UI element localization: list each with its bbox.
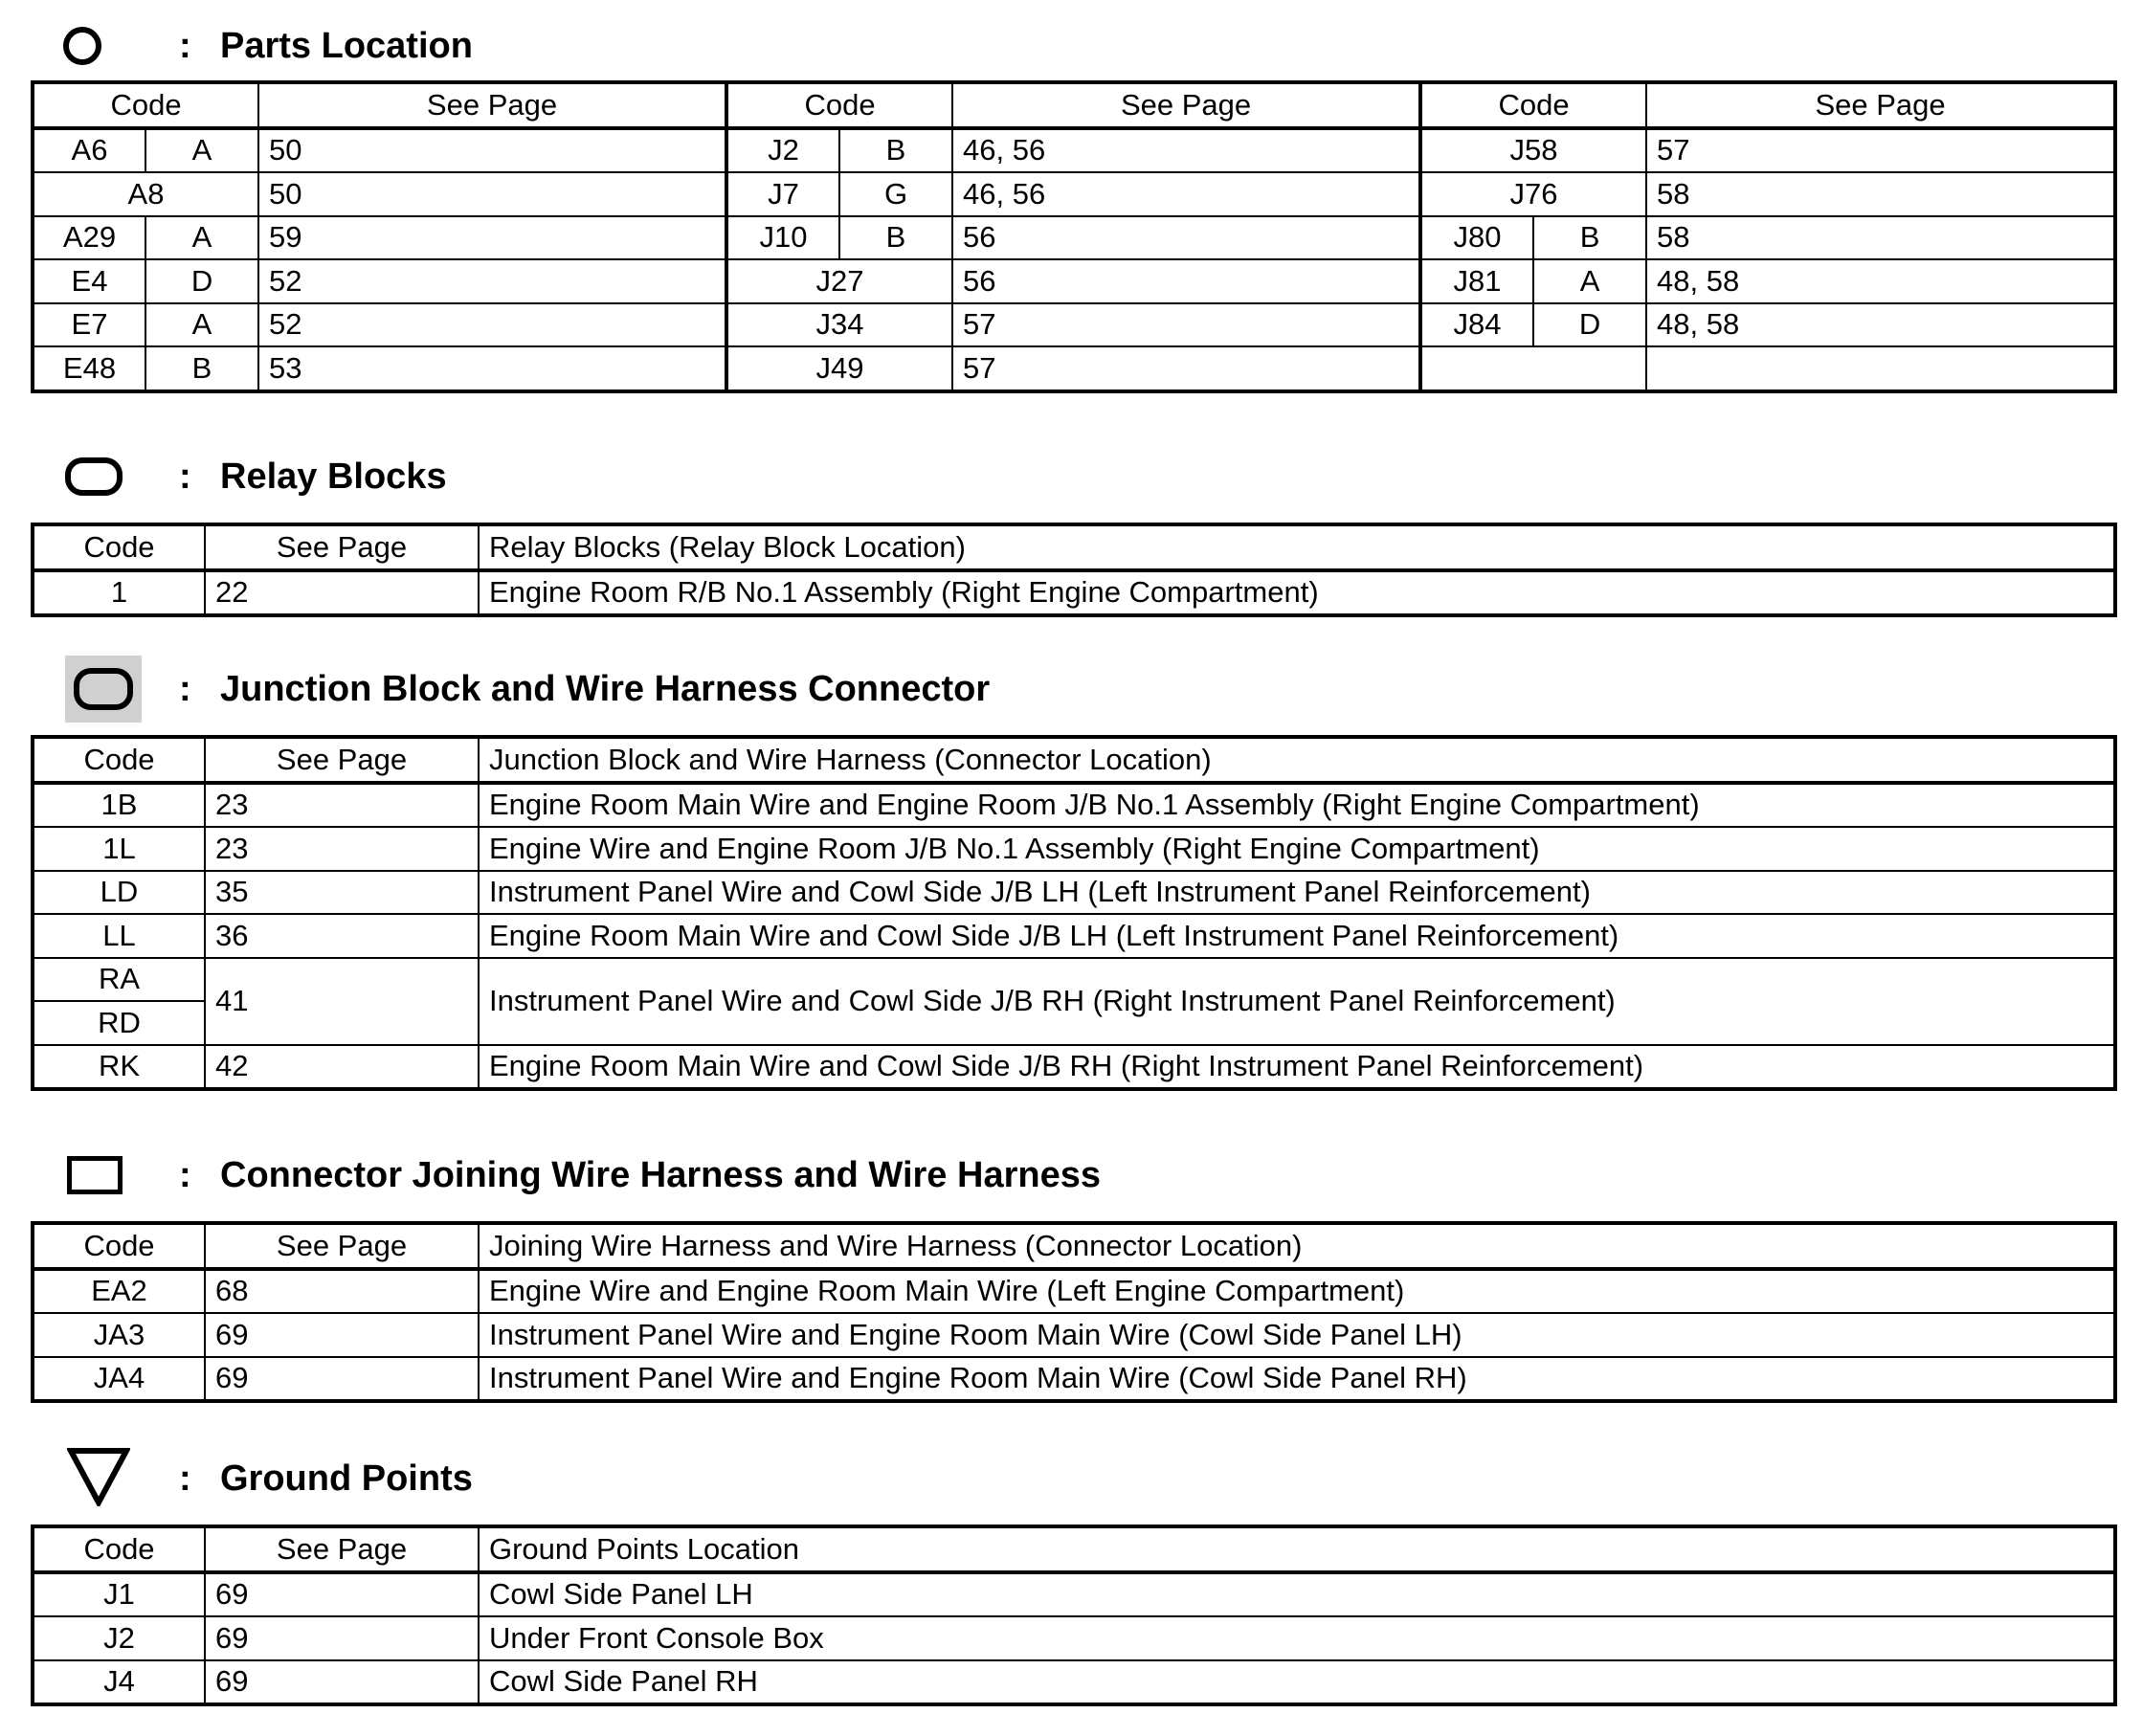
code-cell: J4: [33, 1660, 205, 1705]
code-cell: J81: [1420, 259, 1533, 303]
code-cell: J1: [33, 1572, 205, 1617]
page-cell: 58: [1646, 172, 2115, 216]
table-row: [33, 871, 2115, 915]
table-row: [33, 1660, 2115, 1705]
table-row: [33, 259, 2115, 303]
table-row: [33, 1045, 2115, 1090]
code-cell: A8: [33, 172, 258, 216]
code-cell: J34: [726, 303, 952, 347]
column-header-code: Code: [1420, 82, 1646, 128]
column-header-see-page: See Page: [258, 82, 726, 128]
sub-code-cell: D: [1533, 303, 1646, 347]
column-header-code: Code: [33, 1223, 205, 1269]
sub-code-cell: B: [145, 346, 258, 391]
sub-code-cell: A: [145, 303, 258, 347]
code-cell: E48: [33, 346, 145, 391]
section-title-junction-block: Junction Block and Wire Harness Connector: [220, 668, 991, 709]
page-cell: 68: [205, 1269, 479, 1314]
column-header-see-page: See Page: [205, 1526, 479, 1572]
table-row: [33, 303, 2115, 347]
table-row: [33, 216, 2115, 260]
code-cell: E4: [33, 259, 145, 303]
description-cell: Instrument Panel Wire and Engine Room Main Wire (Cowl Side Panel RH): [479, 1357, 2115, 1402]
colon: :: [179, 456, 191, 497]
code-cell: J2: [726, 128, 839, 173]
code-cell: RK: [33, 1045, 205, 1090]
shaded-rounded-rectangle-icon: [65, 656, 142, 723]
code-cell: J84: [1420, 303, 1533, 347]
parts-location-header: [31, 8, 2113, 84]
page-cell: 50: [258, 128, 726, 173]
page-cell: 69: [205, 1660, 479, 1705]
table-row: [33, 914, 2115, 958]
table-row: [33, 1357, 2115, 1402]
page-cell: 46, 56: [952, 128, 1420, 173]
page-cell: 22: [205, 570, 479, 616]
sub-code-cell: A: [145, 128, 258, 173]
page-cell: 42: [205, 1045, 479, 1090]
column-header-code: Code: [33, 1526, 205, 1572]
connector-joining-table: [31, 1221, 2117, 1403]
description-cell: Engine Wire and Engine Room Main Wire (Left Engine Compartment): [479, 1269, 2115, 1314]
sub-code-cell: B: [839, 216, 952, 260]
table-row: [33, 128, 2115, 173]
page-cell: 53: [258, 346, 726, 391]
table-header-row: [33, 737, 2115, 783]
table-row: [33, 827, 2115, 871]
code-cell: LL: [33, 914, 205, 958]
code-cell: 1B: [33, 783, 205, 828]
code-cell: 1: [33, 570, 205, 616]
table-row: [33, 172, 2115, 216]
table-header-row: [33, 1223, 2115, 1269]
sub-code-cell: G: [839, 172, 952, 216]
code-cell: J80: [1420, 216, 1533, 260]
page-cell: 23: [205, 783, 479, 828]
code-cell: J7: [726, 172, 839, 216]
code-cell: A6: [33, 128, 145, 173]
sub-code-cell: B: [839, 128, 952, 173]
table-row: [33, 1572, 2115, 1617]
page-cell: 35: [205, 871, 479, 915]
ground-points-table: [31, 1525, 2117, 1706]
page-cell: 69: [205, 1616, 479, 1660]
description-cell: Under Front Console Box: [479, 1616, 2115, 1660]
parts-location-table: [31, 80, 2117, 393]
page-cell: 56: [952, 216, 1420, 260]
code-cell: JA4: [33, 1357, 205, 1402]
page-cell: 36: [205, 914, 479, 958]
sub-code-cell: A: [1533, 259, 1646, 303]
code-cell: RD: [33, 1001, 205, 1045]
column-header-description: Joining Wire Harness and Wire Harness (Connector Location): [479, 1223, 2115, 1269]
sub-code-cell: D: [145, 259, 258, 303]
page-cell: 48, 58: [1646, 303, 2115, 347]
connector-joining-header: [31, 1137, 2113, 1213]
description-cell: Cowl Side Panel LH: [479, 1572, 2115, 1617]
relay-blocks-header: [31, 438, 2113, 515]
table-row: [33, 1616, 2115, 1660]
page-cell: 57: [952, 346, 1420, 391]
page-cell: 46, 56: [952, 172, 1420, 216]
page-cell: 41: [205, 958, 479, 1045]
sub-code-cell: A: [145, 216, 258, 260]
table-row: [33, 1313, 2115, 1357]
rectangle-icon: [67, 1156, 123, 1194]
junction-block-header: [31, 651, 2113, 727]
code-cell: E7: [33, 303, 145, 347]
column-header-see-page: See Page: [1646, 82, 2115, 128]
sub-code-cell: B: [1533, 216, 1646, 260]
column-header-see-page: See Page: [952, 82, 1420, 128]
page-cell: 56: [952, 259, 1420, 303]
page-cell: 69: [205, 1313, 479, 1357]
page-cell: 69: [205, 1572, 479, 1617]
junction-block-table: [31, 735, 2117, 1091]
colon: :: [179, 668, 191, 709]
table-row: [33, 570, 2115, 616]
page-cell: 52: [258, 259, 726, 303]
table-header-row: [33, 82, 2115, 128]
page-cell: [1646, 346, 2115, 391]
page-cell: 58: [1646, 216, 2115, 260]
description-cell: Engine Room Main Wire and Engine Room J/B No.1 Assembly (Right Engine Compartment): [479, 783, 2115, 828]
section-title-ground-points: Ground Points: [220, 1458, 473, 1499]
column-header-see-page: See Page: [205, 1223, 479, 1269]
code-cell: J76: [1420, 172, 1646, 216]
page-cell: 57: [1646, 128, 2115, 173]
table-row: [33, 346, 2115, 391]
column-header-see-page: See Page: [205, 524, 479, 570]
down-triangle-icon: [67, 1447, 130, 1511]
page-cell: 23: [205, 827, 479, 871]
colon: :: [179, 1154, 191, 1195]
code-cell: RA: [33, 958, 205, 1002]
code-cell: LD: [33, 871, 205, 915]
column-header-code: Code: [33, 737, 205, 783]
ground-points-header: [31, 1440, 2113, 1517]
section-title-parts-location: Parts Location: [220, 25, 473, 66]
code-cell: J58: [1420, 128, 1646, 173]
page-cell: 59: [258, 216, 726, 260]
column-header-code: Code: [33, 82, 258, 128]
code-cell: EA2: [33, 1269, 205, 1314]
description-cell: Instrument Panel Wire and Cowl Side J/B RH (Right Instrument Panel Reinforcement): [479, 958, 2115, 1045]
table-header-row: [33, 524, 2115, 570]
relay-blocks-table: [31, 523, 2117, 617]
code-cell: J2: [33, 1616, 205, 1660]
description-cell: Engine Wire and Engine Room J/B No.1 Assembly (Right Engine Compartment): [479, 827, 2115, 871]
description-cell: Cowl Side Panel RH: [479, 1660, 2115, 1705]
table-row: [33, 783, 2115, 828]
table-row: [33, 958, 2115, 1002]
section-title-relay-blocks: Relay Blocks: [220, 456, 447, 497]
section-title-connector-joining: Connector Joining Wire Harness and Wire Harness: [220, 1154, 1101, 1195]
circle-icon: [63, 27, 101, 65]
column-header-description: Junction Block and Wire Harness (Connector Location): [479, 737, 2115, 783]
code-cell: J10: [726, 216, 839, 260]
column-header-see-page: See Page: [205, 737, 479, 783]
code-cell: J27: [726, 259, 952, 303]
colon: :: [179, 25, 191, 66]
column-header-code: Code: [33, 524, 205, 570]
table-row: [33, 1269, 2115, 1314]
page-cell: 57: [952, 303, 1420, 347]
code-cell: JA3: [33, 1313, 205, 1357]
page-cell: 69: [205, 1357, 479, 1402]
description-cell: Engine Room R/B No.1 Assembly (Right Engine Compartment): [479, 570, 2115, 616]
page-cell: 48, 58: [1646, 259, 2115, 303]
description-cell: Instrument Panel Wire and Cowl Side J/B LH (Left Instrument Panel Reinforcement): [479, 871, 2115, 915]
column-header-description: Ground Points Location: [479, 1526, 2115, 1572]
page-cell: 52: [258, 303, 726, 347]
description-cell: Instrument Panel Wire and Engine Room Main Wire (Cowl Side Panel LH): [479, 1313, 2115, 1357]
column-header-description: Relay Blocks (Relay Block Location): [479, 524, 2115, 570]
code-cell: 1L: [33, 827, 205, 871]
description-cell: Engine Room Main Wire and Cowl Side J/B RH (Right Instrument Panel Reinforcement): [479, 1045, 2115, 1090]
rounded-rectangle-icon: [65, 457, 123, 496]
table-header-row: [33, 1526, 2115, 1572]
code-cell: A29: [33, 216, 145, 260]
page-cell: 50: [258, 172, 726, 216]
code-cell: [1420, 346, 1646, 391]
description-cell: Engine Room Main Wire and Cowl Side J/B LH (Left Instrument Panel Reinforcement): [479, 914, 2115, 958]
colon: :: [179, 1458, 191, 1499]
column-header-code: Code: [726, 82, 952, 128]
code-cell: J49: [726, 346, 952, 391]
